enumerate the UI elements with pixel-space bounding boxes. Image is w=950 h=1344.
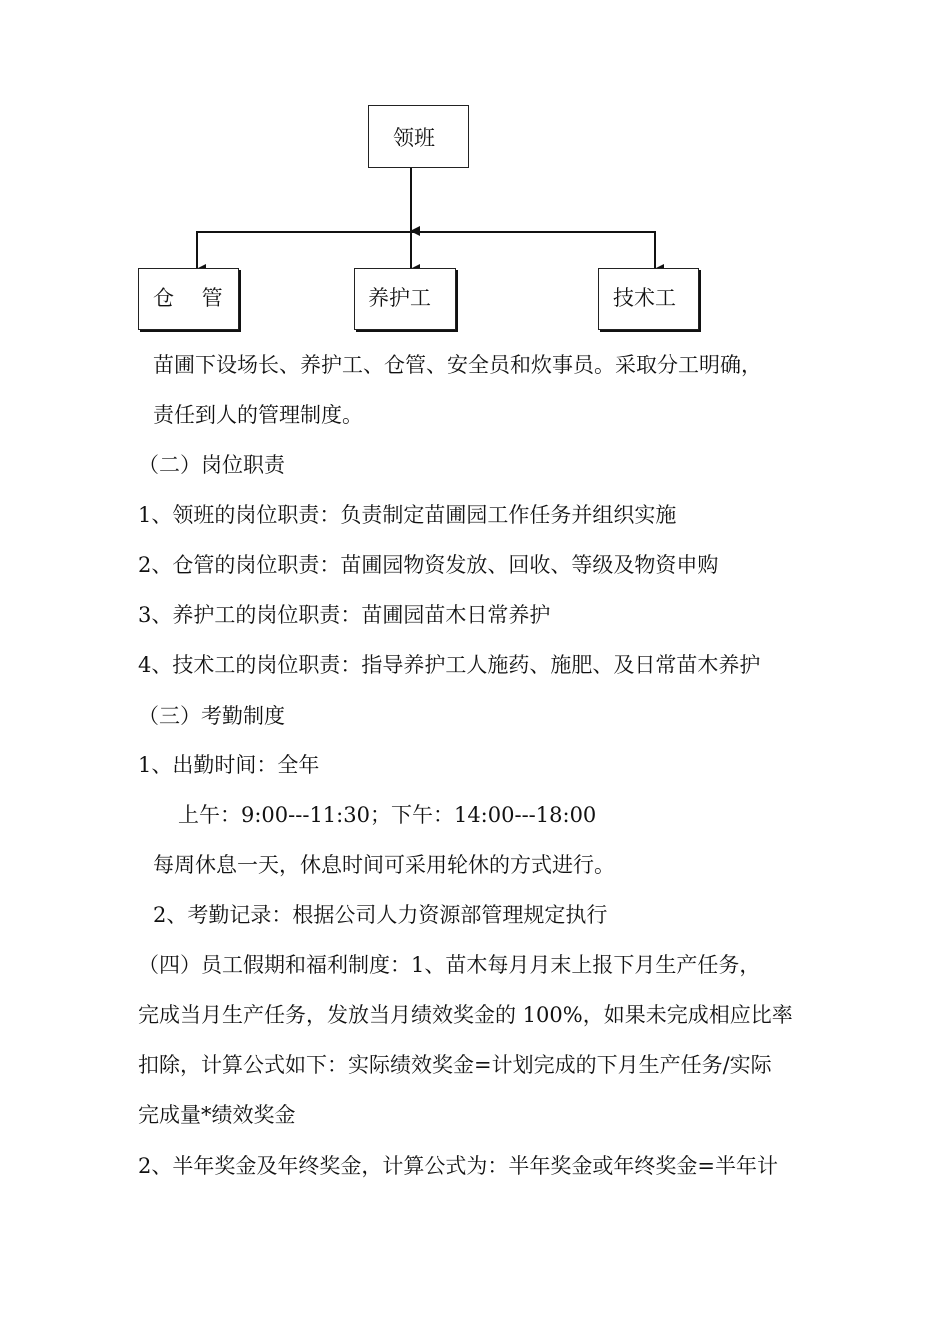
org-node-leader <box>368 105 469 168</box>
org-node-technician <box>598 268 699 330</box>
duty-item-3: 3、养护工的岗位职责：苗圃园苗木日常养护 <box>138 603 551 627</box>
paragraph-intro-1: 苗圃下设场长、养护工、仓管、安全员和炊事员。采取分工明确， <box>153 353 762 377</box>
org-node-warehouse-label: 仓 管 <box>153 286 223 310</box>
section-heading-4: （四）员工假期和福利制度：1、苗木每月月末上报下月生产任务， <box>138 953 761 977</box>
attendance-item-1: 1、出勤时间：全年 <box>138 753 320 777</box>
welfare-line-3: 扣除，计算公式如下：实际绩效奖金=计划完成的下月生产任务/实际 <box>138 1053 772 1077</box>
section-heading-2: （二）岗位职责 <box>138 453 285 477</box>
attendance-item-2: 2、考勤记录：根据公司人力资源部管理规定执行 <box>153 903 608 927</box>
attendance-rest: 每周休息一天，休息时间可采用轮休的方式进行。 <box>153 853 615 877</box>
welfare-line-4: 完成量*绩效奖金 <box>138 1103 296 1127</box>
org-node-maintenance-label: 养护工 <box>368 286 431 310</box>
welfare-item-2: 2、半年奖金及年终奖金，计算公式为：半年奖金或年终奖金=半年计 <box>138 1154 778 1178</box>
org-chart <box>0 0 950 340</box>
org-node-warehouse <box>138 268 239 330</box>
welfare-line-2: 完成当月生产任务，发放当月绩效奖金的 100%，如果未完成相应比率 <box>138 1003 793 1027</box>
org-node-maintenance <box>354 268 456 330</box>
org-node-technician-label: 技术工 <box>613 286 676 310</box>
paragraph-intro-2: 责任到人的管理制度。 <box>153 403 363 427</box>
org-node-leader-label: 领班 <box>393 126 435 150</box>
duty-item-2: 2、仓管的岗位职责：苗圃园物资发放、回收、等级及物资申购 <box>138 553 719 577</box>
duty-item-4: 4、技术工的岗位职责：指导养护工人施药、施肥、及日常苗木养护 <box>138 653 761 677</box>
duty-item-1: 1、领班的岗位职责：负责制定苗圃园工作任务并组织实施 <box>138 503 677 527</box>
section-heading-3: （三）考勤制度 <box>138 704 285 728</box>
attendance-hours: 上午：9:00---11:30；下午：14:00---18:00 <box>178 803 597 827</box>
